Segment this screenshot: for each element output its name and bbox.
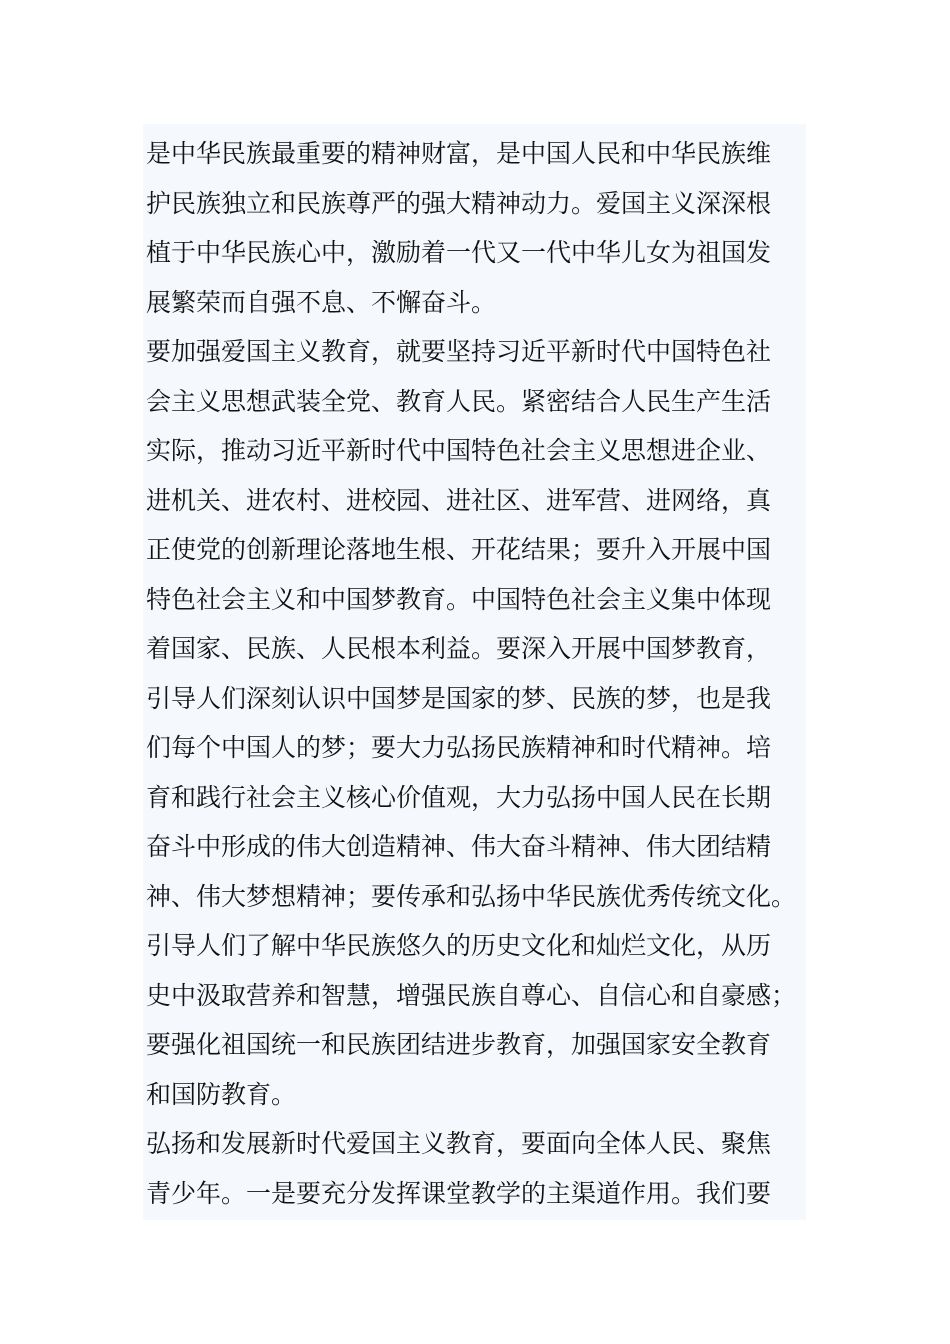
document-text-block bbox=[143, 124, 806, 1220]
text-line: 弘扬和发展新时代爱国主义教育，要面向全体人民、聚焦 bbox=[146, 1129, 772, 1158]
text-line: 会主义思想武装全党、教育人民。紧密结合人民生产生活 bbox=[146, 387, 772, 416]
text-line: 育和践行社会主义核心价值观，大力弘扬中国人民在长期 bbox=[146, 783, 772, 812]
text-line: 实际，推动习近平新时代中国特色社会主义思想进企业、 bbox=[146, 436, 772, 465]
text-line: 和国防教育。 bbox=[146, 1080, 297, 1109]
text-line: 青少年。一是要充分发挥课堂教学的主渠道作用。我们要 bbox=[146, 1179, 772, 1208]
text-line: 特色社会主义和中国梦教育。中国特色社会主义集中体现 bbox=[146, 585, 772, 614]
text-line: 进机关、进农村、进校园、进社区、进军营、进网络，真 bbox=[146, 486, 772, 515]
text-line: 们每个中国人的梦；要大力弘扬民族精神和时代精神。培 bbox=[146, 733, 772, 762]
text-line: 史中汲取营养和智慧，增强民族自尊心、自信心和自豪感； bbox=[146, 981, 797, 1010]
text-line: 着国家、民族、人民根本利益。要深入开展中国梦教育， bbox=[146, 634, 772, 663]
text-line: 奋斗中形成的伟大创造精神、伟大奋斗精神、伟大团结精 bbox=[146, 832, 772, 861]
text-line: 是中华民族最重要的精神财富，是中国人民和中华民族维 bbox=[146, 139, 772, 168]
text-line: 正使党的创新理论落地生根、开花结果；要升入开展中国 bbox=[146, 535, 772, 564]
text-line: 引导人们了解中华民族悠久的历史文化和灿烂文化，从历 bbox=[146, 931, 772, 960]
text-line: 要加强爱国主义教育，就要坚持习近平新时代中国特色社 bbox=[146, 337, 772, 366]
text-line: 神、伟大梦想精神；要传承和弘扬中华民族优秀传统文化。 bbox=[146, 882, 797, 911]
text-line: 要强化祖国统一和民族团结进步教育，加强国家安全教育 bbox=[146, 1030, 772, 1059]
text-line: 引导人们深刻认识中国梦是国家的梦、民族的梦，也是我 bbox=[146, 684, 772, 713]
text-line: 植于中华民族心中，激励着一代又一代中华儿女为祖国发 bbox=[146, 238, 772, 267]
text-line: 护民族独立和民族尊严的强大精神动力。爱国主义深深根 bbox=[146, 189, 772, 218]
text-line: 展繁荣而自强不息、不懈奋斗。 bbox=[146, 288, 497, 317]
